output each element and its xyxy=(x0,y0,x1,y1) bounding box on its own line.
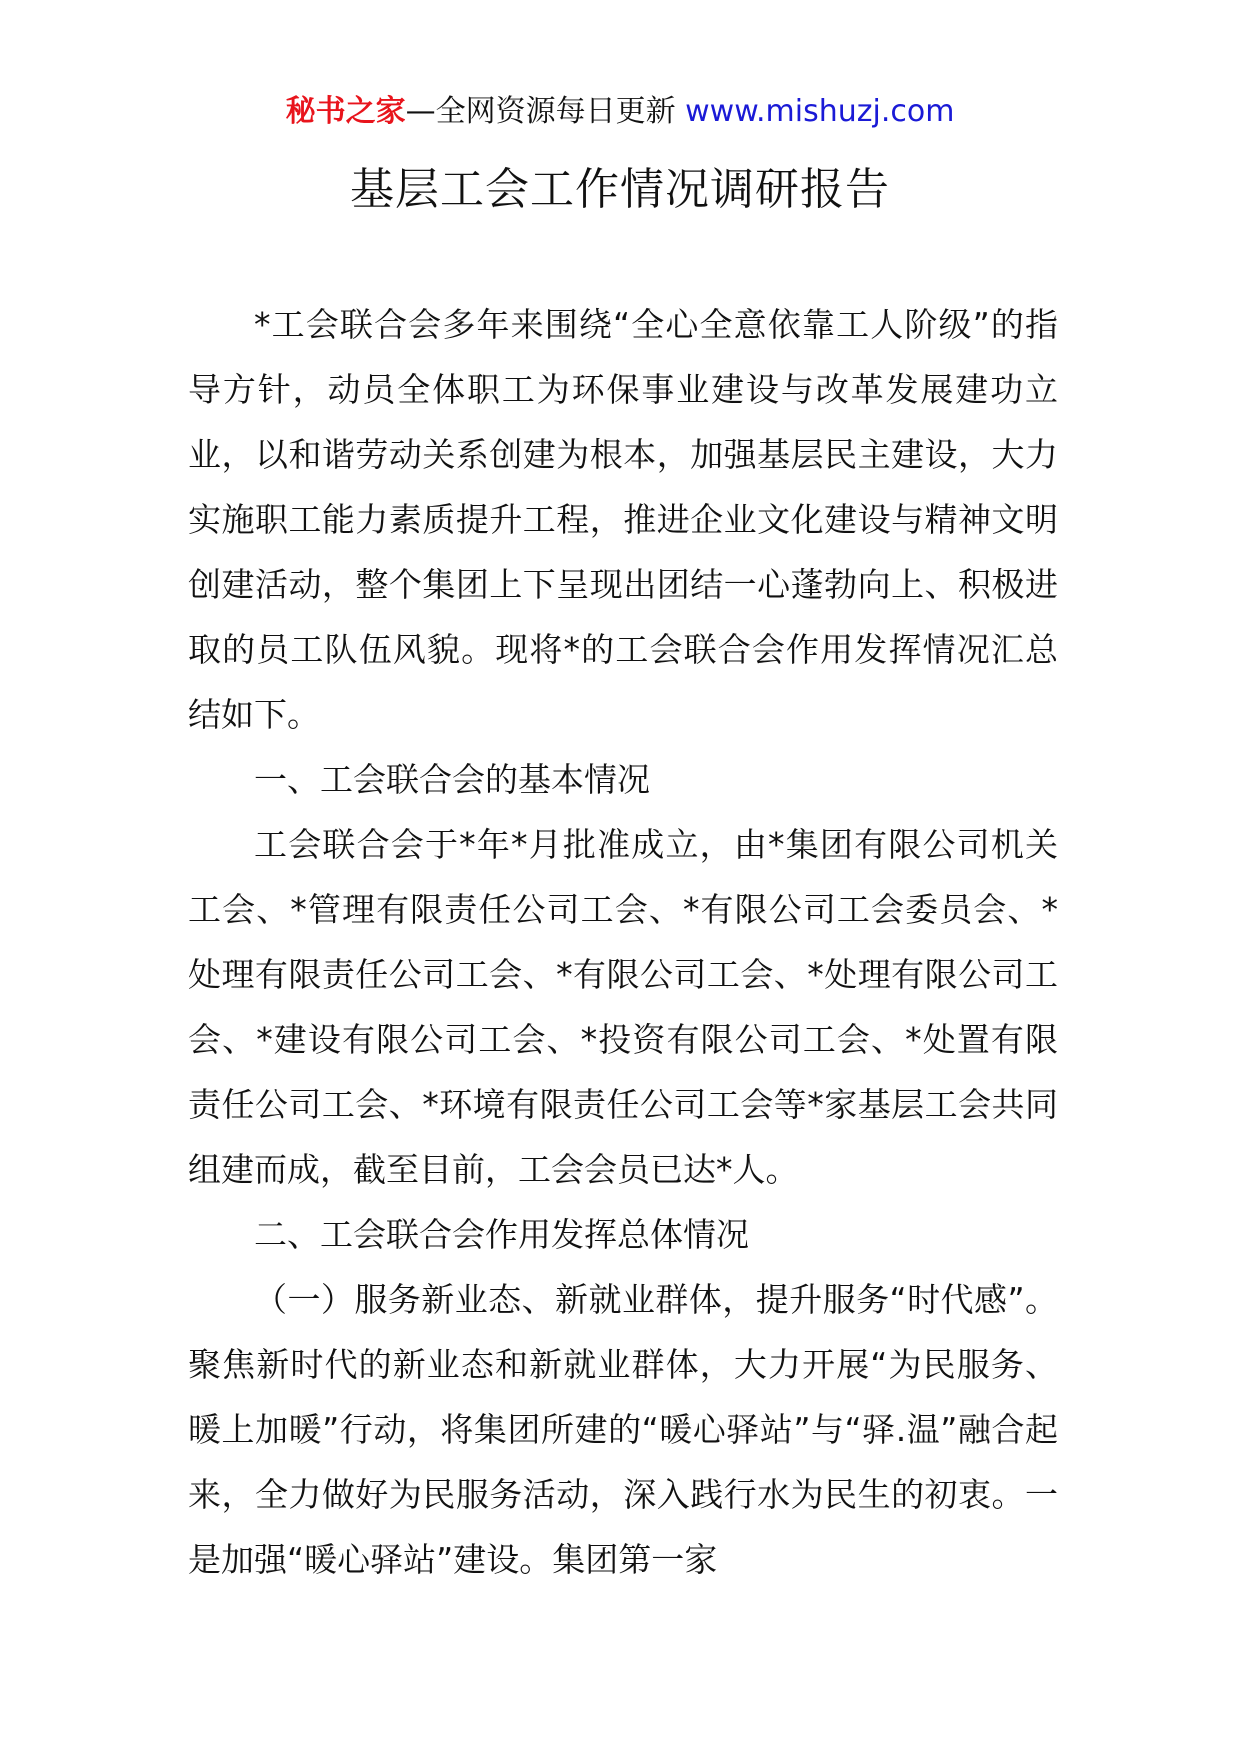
paragraph-service: （一）服务新业态、新就业群体，提升服务“时代感”。聚焦新时代的新业态和新就业群体，大力开展“为民服务、暖上加暖”行动，将集团所建的“暖心驿站”与“驿.温”融合起来，全力做好为民服务活动，深入践行水为民生的初衷。一是加强“暖心驿站”建设。集团第一家 xyxy=(188,1280,1058,1579)
document-body xyxy=(188,292,1058,1592)
section-heading-2: 二、工会联合会作用发挥总体情况 xyxy=(254,1215,749,1254)
document-title: 基层工会工作情况调研报告 xyxy=(350,164,890,215)
site-url-link[interactable]: www.mishuzj.com xyxy=(685,94,955,129)
paragraph-intro: *工会联合会多年来围绕“全心全意依靠工人阶级”的指导方针，动员全体职工为环保事业建设与改革发展建功立业，以和谐劳动关系创建为根本，加强基层民主建设，大力实施职工能力素质提升工程，推进企业文化建设与精神文明创建活动，整个集团上下呈现出团结一心蓬勃向上、积极进取的员工队伍风貌。现将*的工会联合会作用发挥情况汇总结如下。 xyxy=(188,305,1058,734)
paragraph-basic-info: 工会联合会于*年*月批准成立，由*集团有限公司机关工会、*管理有限责任公司工会、*有限公司工会委员会、*处理有限责任公司工会、*有限公司工会、*处理有限公司工会、*建设有限公司工会、*投资有限公司工会、*处置有限责任公司工会、*环境有限责任公司工会等*家基层工会共同组建而成，截至目前，工会会员已达*人。 xyxy=(188,825,1058,1189)
site-brand: 秘书之家 xyxy=(285,94,406,129)
site-slogan: —全网资源每日更新 xyxy=(405,94,686,129)
section-heading-1: 一、工会联合会的基本情况 xyxy=(254,760,650,799)
site-banner xyxy=(0,92,1240,132)
